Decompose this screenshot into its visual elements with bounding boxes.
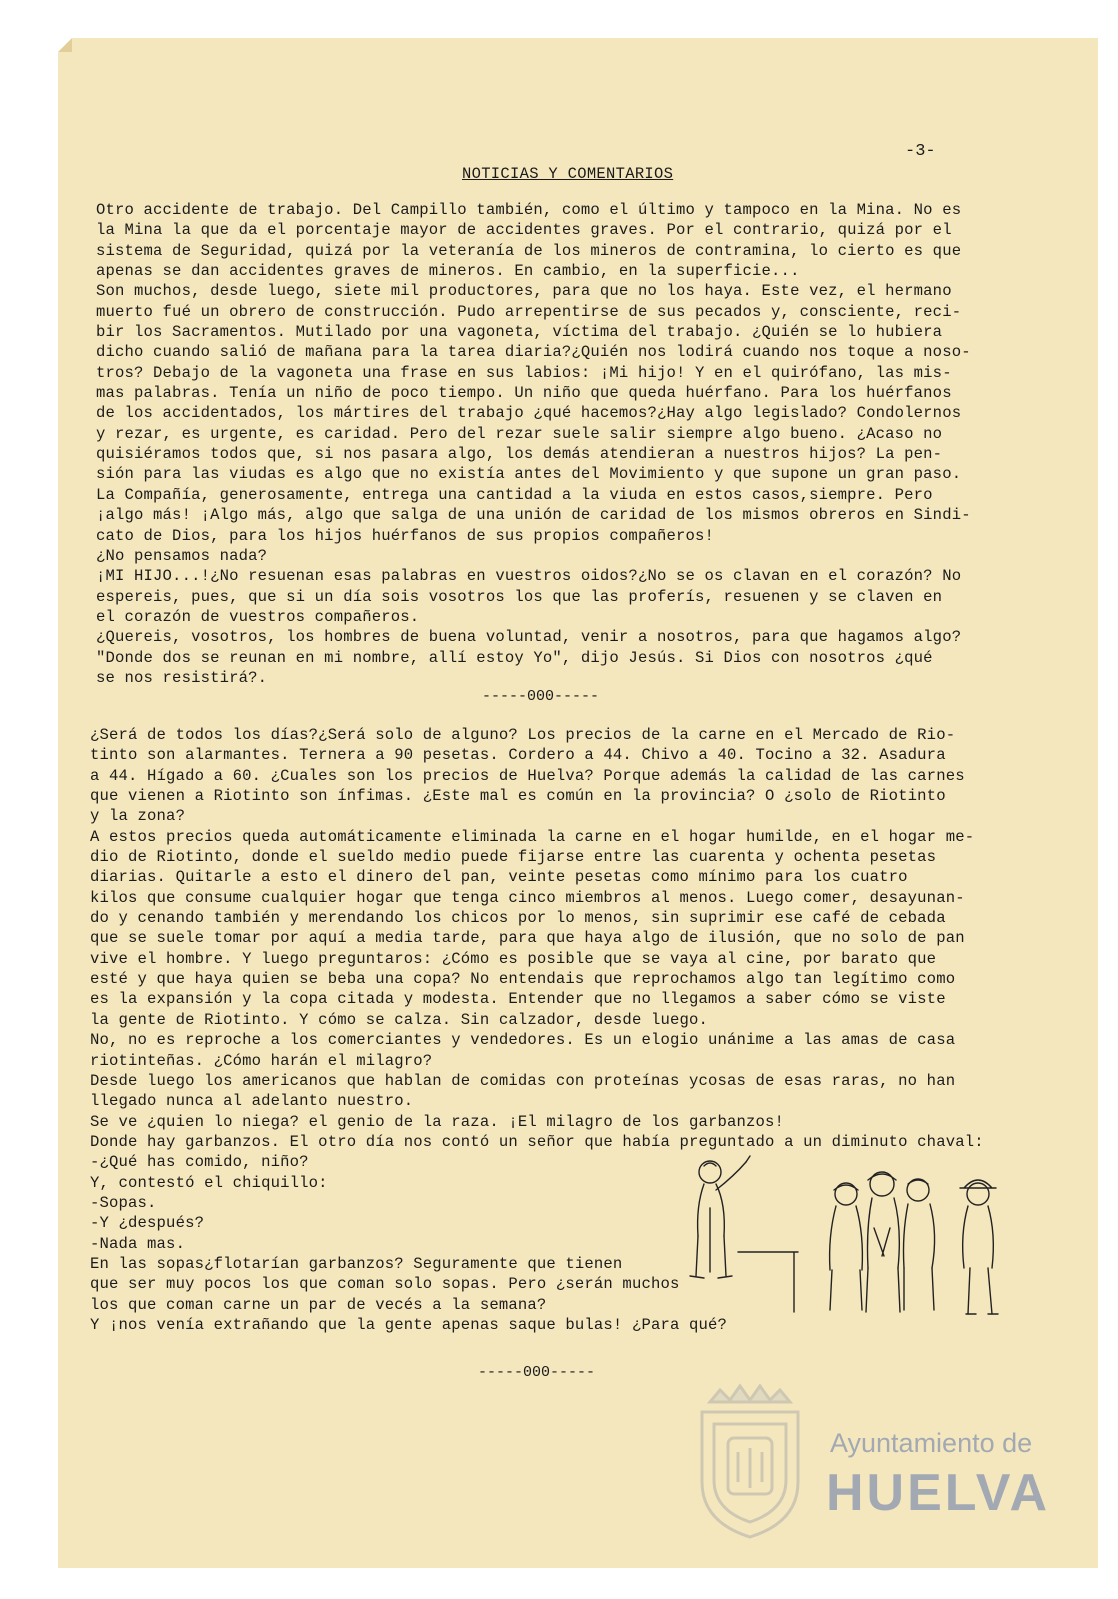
text-line: que vienen a Riotinto son ínfimas. ¿Este mal es común en la provincia? O ¿solo de Riotinto: [90, 787, 946, 806]
text-line: y rezar, es urgente, es caridad. Pero del rezar suele salir siempre algo bueno. ¿Acaso no: [96, 424, 943, 443]
text-line: muerto fué un obrero de construcción. Pudo arrepentirse de sus pecados y, consciente, reci-: [96, 302, 962, 321]
text-line: diarias. Quitarle a esto el dinero del pan, veinte pesetas como mínimo para los cuatro: [90, 868, 908, 887]
text-line: de los accidentados, los mártires del trabajo ¿qué hacemos?¿Hay algo legislado? Condolernos: [96, 404, 962, 423]
text-line: apenas se dan accidentes graves de mineros. En cambio, en la superficie...: [96, 262, 800, 281]
text-line: es la expansión y la copa citada y modesta. Entender que no llegamos a saber cómo se viste: [90, 990, 946, 1009]
text-line: tinto son alarmantes. Ternera a 90 pesetas. Cordero a 44. Chivo a 40. Tocino a 32. Asadura: [90, 746, 946, 765]
watermark-line-2: HUELVA: [826, 1464, 1051, 1522]
text-line: En las sopas¿flotarían garbanzos? Seguramente que tienen: [90, 1254, 623, 1273]
text-line: -¿Qué has comido, niño?: [90, 1153, 309, 1172]
text-line: Y ¡nos venía extrañando que la gente apenas saque bulas! ¿Para qué?: [90, 1315, 728, 1334]
page-heading: NOTICIAS Y COMENTARIOS: [462, 165, 674, 183]
city-crest-icon: [690, 1372, 810, 1542]
text-line: esté y que haya quien se beba una copa? No entendais que reprochamos algo tan legítimo como: [90, 970, 956, 989]
text-line: Y, contestó el chiquillo:: [90, 1173, 328, 1192]
text-line: que ser muy pocos los que coman solo sopas. Pero ¿serán muchos: [90, 1275, 680, 1294]
page-number: -3-: [905, 142, 936, 161]
text-line: el corazón de vuestros compañeros.: [96, 607, 420, 626]
text-line: Desde luego los americanos que hablan de comidas con proteínas ycosas de esas raras, no han: [90, 1071, 956, 1090]
text-line: llegado nunca al adelanto nuestro.: [90, 1092, 414, 1111]
text-line: espereis, pues, que si un día sois vosotros los que las proferís, resuenen y se claven en: [96, 587, 943, 606]
text-line: -Y ¿después?: [90, 1214, 205, 1233]
text-line: sistema de Seguridad, quizá por la veteranía de los mineros de contramina, lo cierto es que: [96, 241, 962, 260]
text-line: Otro accidente de trabajo. Del Campillo también, como el último y tampoco en la Mina. No es: [96, 201, 962, 219]
text-line: bir los Sacramentos. Mutilado por una vagoneta, víctima del trabajo. ¿Quién se lo hubiera: [96, 323, 943, 342]
text-line: se nos resistirá?.: [96, 668, 268, 687]
text-line: -Nada mas.: [90, 1234, 186, 1253]
page-folded-corner: [58, 38, 72, 52]
text-line: quisiéramos todos que, si nos pasara algo, los demás atendieran a nuestros hijos? La pen-: [96, 445, 943, 464]
text-line: ¡algo más! ¡Algo más, algo que salga de una unión de caridad de los mismos obreros en Sindi-: [96, 506, 971, 525]
text-line: tros? Debajo de la vagoneta una frase en sus labios: ¡Mi hijo! Y en el quirófano, las mis-: [96, 363, 952, 382]
text-line: dio de Riotinto, donde el sueldo medio puede fijarse entre las cuarenta y ochenta pesetas: [90, 848, 937, 867]
text-line: a 44. Hígado a 60. ¿Cuales son los precios de Huelva? Porque además la calidad de las carnes: [90, 766, 965, 785]
sketch-illustration: [668, 1148, 1018, 1338]
text-line: Son muchos, desde luego, siete mil productores, para que no los haya. Este vez, el hermano: [96, 282, 952, 301]
text-line: la Mina la que da el porcentaje mayor de accidentes graves. Por el contrario, quizá por el: [96, 221, 952, 240]
text-line: mas palabras. Tenía un niño de poco tiempo. Un niño que queda huérfano. Para los huérfanos: [96, 384, 952, 403]
text-line: sión para las viudas es algo que no existía antes del Movimiento y que supone un gran paso.: [96, 465, 962, 484]
text-line: la gente de Riotinto. Y cómo se calza. Sin calzador, desde luego.: [90, 1010, 709, 1029]
text-line: ¿Será de todos los días?¿Será solo de alguno? Los precios de la carne en el Mercado de Rio-: [90, 726, 956, 744]
text-line: los que coman carne un par de vecés a la semana?: [90, 1295, 547, 1314]
text-line: Se ve ¿quien lo niega? el genio de la raza. ¡El milagro de los garbanzos!: [90, 1112, 785, 1131]
text-line: y la zona?: [90, 807, 186, 826]
text-line: ¡MI HIJO...!¿No resuenan esas palabras en vuestros oidos?¿No se os clavan en el corazón? No: [96, 567, 962, 586]
text-line: ¿No pensamos nada?: [96, 546, 268, 565]
text-line: -Sopas.: [90, 1193, 157, 1212]
text-line: cato de Dios, para los hijos huérfanos de sus propios compañeros!: [96, 526, 715, 545]
watermark-line-1: Ayuntamiento de: [830, 1428, 1033, 1458]
text-line: dicho cuando salió de mañana para la tarea diaria?¿Quién nos lodirá cuando nos toque a noso-: [96, 343, 971, 362]
text-line: "Donde dos se reunan en mi nombre, allí estoy Yo", dijo Jesús. Si Dios con nosotros ¿qué: [96, 648, 933, 667]
news-section-accident: [96, 200, 1042, 688]
text-line: do y cenando también y merendando los chicos por lo menos, sin suprimir ese café de cebada: [90, 909, 946, 928]
text-line: Donde hay garbanzos. El otro día nos contó un señor que había preguntado a un diminuto chaval:: [90, 1132, 984, 1151]
text-line: que se suele tomar por aquí a media tarde, para que haya algo de ilusión, que no solo de pan: [90, 929, 965, 948]
text-line: kilos que consume cualquier hogar que tenga cinco miembros al menos. Luego comer, desayunan-: [90, 888, 965, 907]
text-line: riotinteñas. ¿Cómo harán el milagro?: [90, 1051, 433, 1070]
text-line: La Compañía, generosamente, entrega una cantidad a la viuda en estos casos,siempre. Pero: [96, 485, 933, 504]
section-separator: -----000-----: [478, 1364, 596, 1381]
text-line: ¿Quereis, vosotros, los hombres de buena voluntad, venir a nosotros, para que hagamos algo?: [96, 628, 962, 647]
text-line: vive el hombre. Y luego preguntaros: ¿Cómo es posible que se vaya al cine, por barato que: [90, 949, 937, 968]
section-separator: -----000-----: [482, 688, 600, 705]
text-line: No, no es reproche a los comerciantes y vendedores. Es un elogio unánime a las amas de casa: [90, 1031, 956, 1050]
text-line: A estos precios queda automáticamente eliminada la carne en el hogar humilde, en el hogar me-: [90, 827, 975, 846]
